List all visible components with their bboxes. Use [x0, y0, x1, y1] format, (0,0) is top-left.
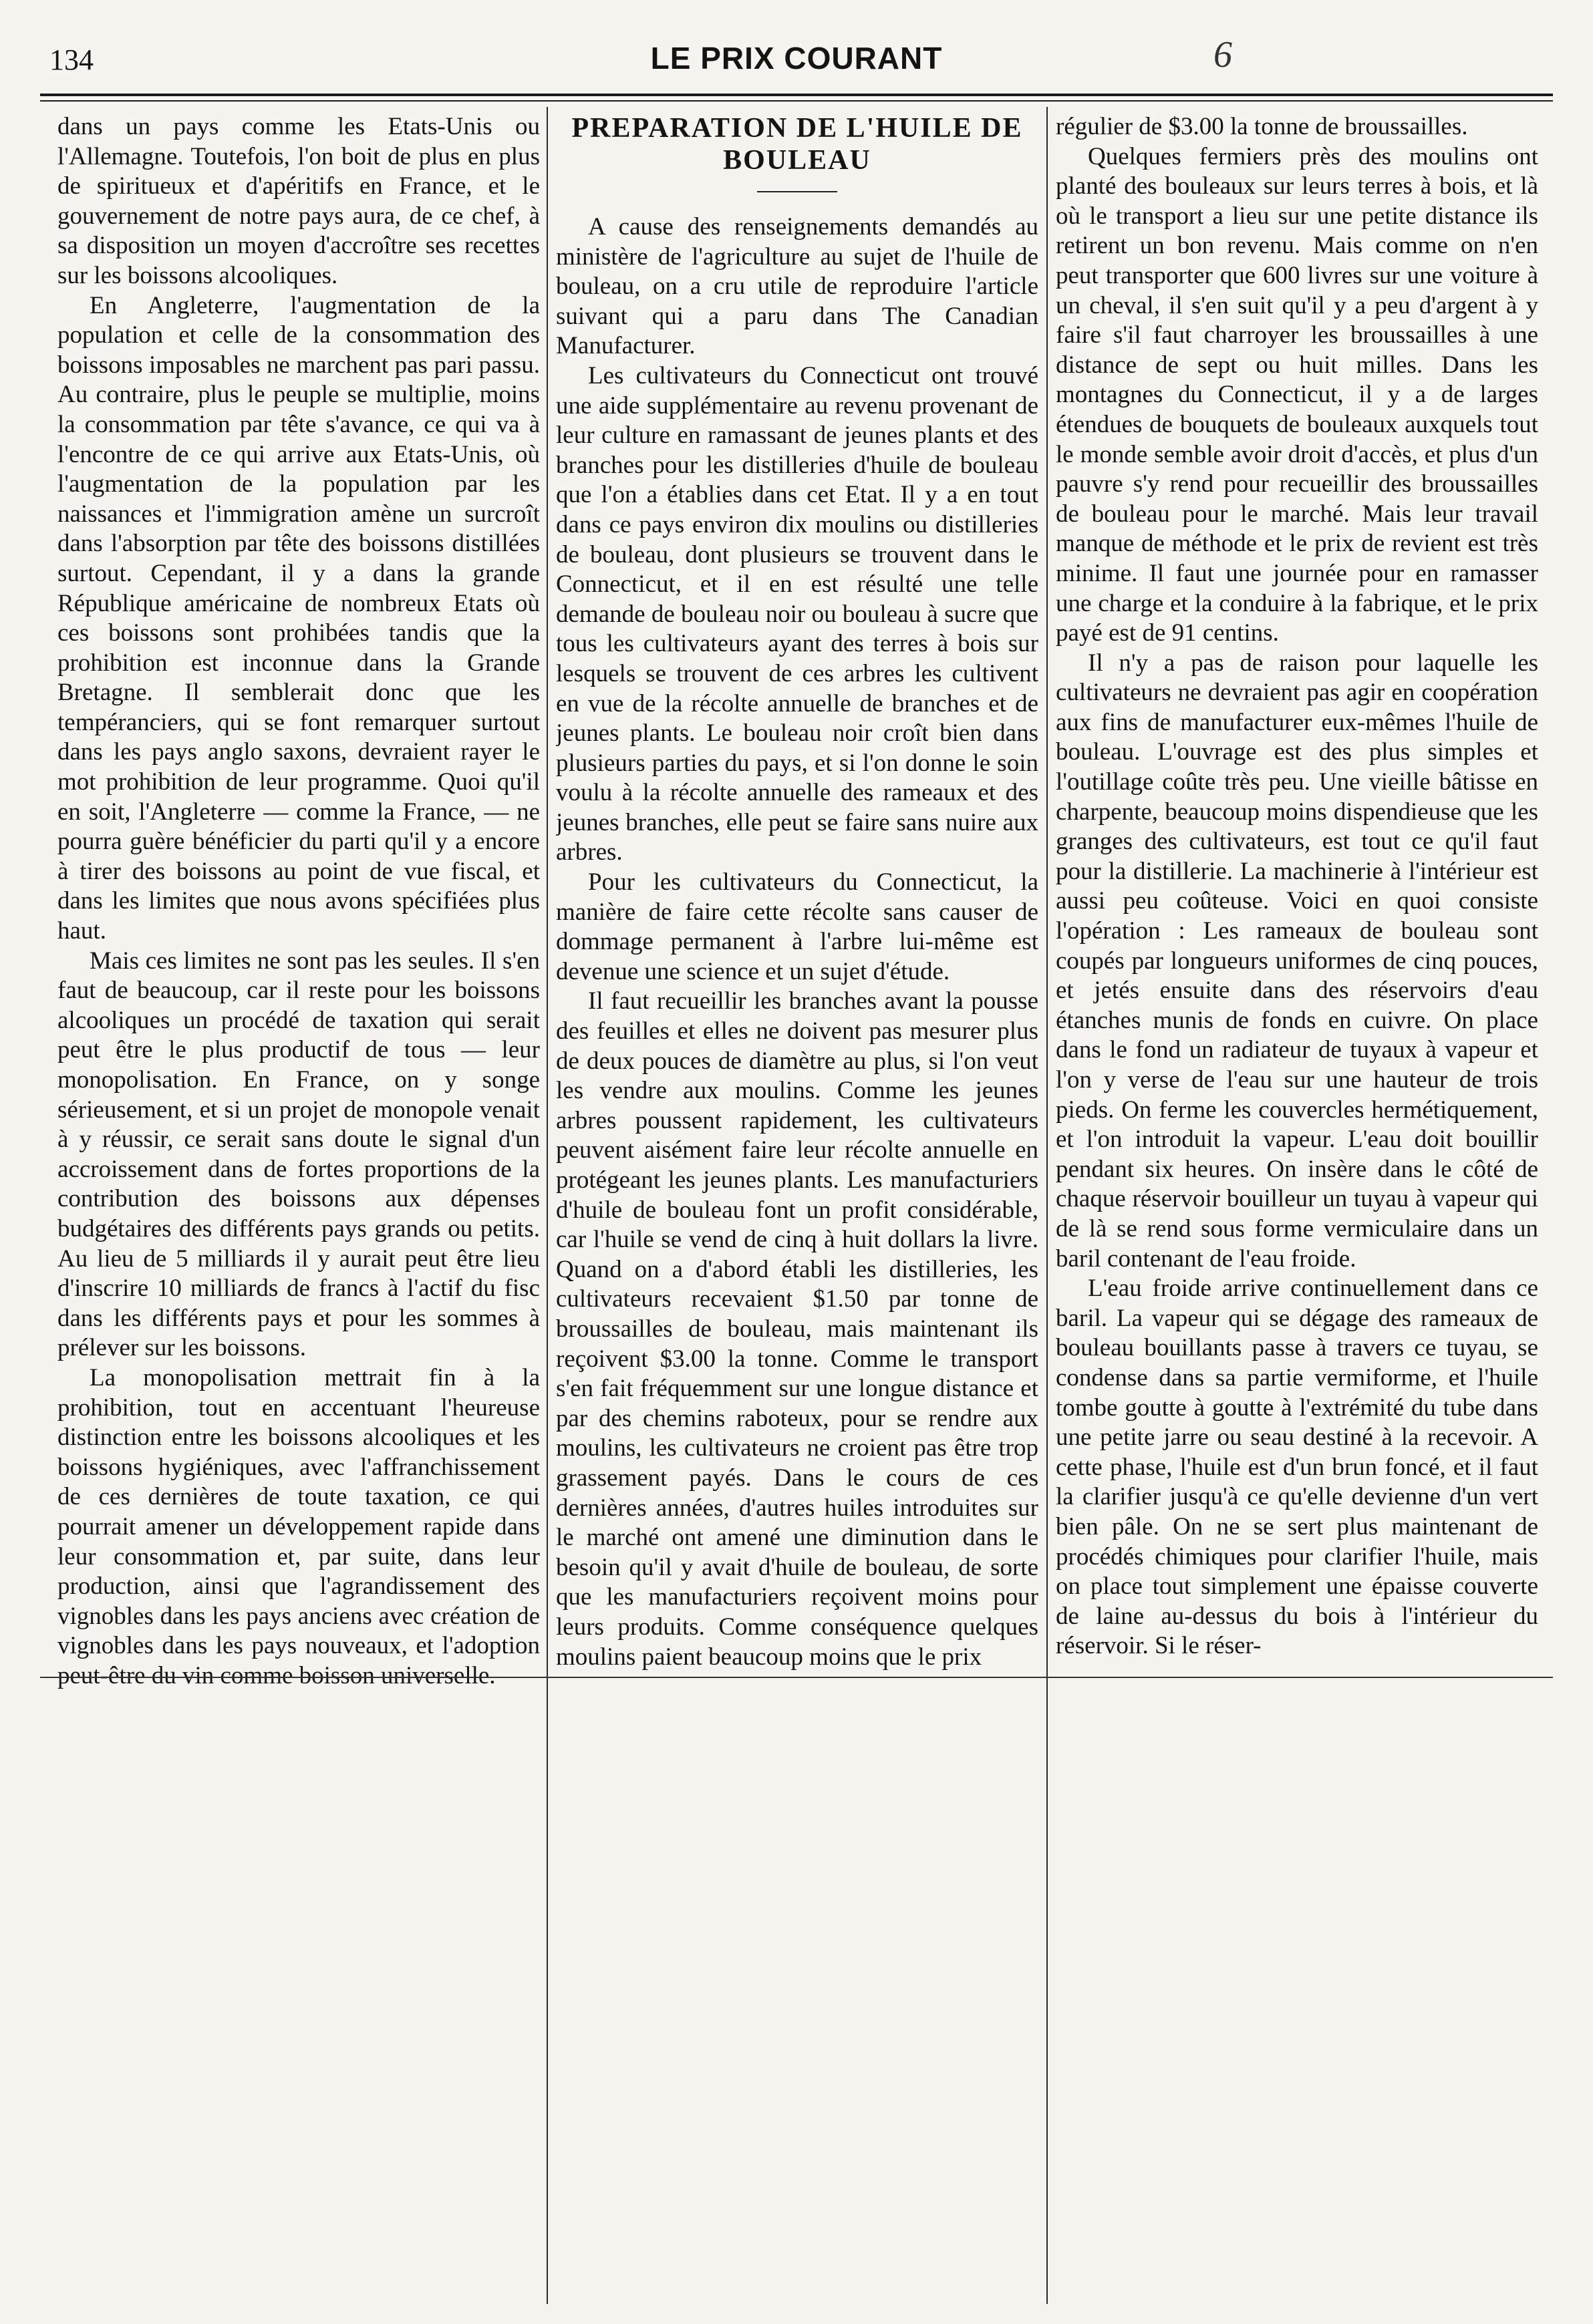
- journal-title: LE PRIX COURANT: [650, 41, 943, 75]
- paragraph: En Angleterre, l'augmentation de la population et celle de la consommation des boissons imposables ne marchent pas pari passu. Au contraire, plus le peuple se multiplie, moins la consommation par tête s'avance, ce qui va à l'encontre de ce qui arrive aux Etats-Unis, où l'augmentation de la population par les naissances et l'immigration amène un surcroît dans l'absorption par tête des boissons distillées surtout. Cependant, il y a dans la grande République américaine de nombreux Etats où ces boissons sont prohibées tandis que la prohibition est inconnue dans la Grande Bretagne. Il semblerait donc que les tempéranciers, qui se font remarquer surtout dans les pays anglo saxons, devraient rayer le mot prohibition de leur programme. Quoi qu'il en soit, l'Angleterre — comme la France, — ne pourra guère bénéficier du parti qu'il y a encore à tirer des boissons au point de vue fiscal, et dans les limites que nous avons spécifiées plus haut.: [57, 291, 540, 945]
- title-separator: [757, 191, 837, 192]
- column-divider: [1046, 107, 1048, 2304]
- column-2: [556, 112, 1038, 2297]
- column-divider: [547, 107, 548, 2304]
- paragraph: Les cultivateurs du Connecticut ont trouvé une aide supplémentaire au revenu provenant de leur culture en ramassant de jeunes plants et des branches pour les distilleries d'huile de bouleau que l'on a établies dans cet Etat. Il y a en tout dans ce pays environ dix moulins ou distilleries de bouleau, dont plusieurs se trouvent dans le Connecticut, et il en est résulté une telle demande de bouleau noir ou bouleau à sucre que tous les cultivateurs ayant des terres à bois sur lesquels se trouvent de ces arbres les cultivent en vue de la récolte annuelle de branches et de jeunes plants. Le bouleau noir croît bien dans plusieurs parties du pays, et si l'on donne le soin voulu à la récolte annuelle des rameaux et des jeunes branches, elle peut se faire sans nuire aux arbres.: [556, 361, 1038, 866]
- article-title: PREPARATION DE L'HUILE DE BOULEAU: [571, 113, 1023, 176]
- paragraph: régulier de $3.00 la tonne de broussailles.: [1056, 113, 1468, 140]
- handwritten-mark: 6: [1213, 34, 1232, 75]
- page-number: 134: [49, 43, 94, 76]
- column-1: [57, 112, 540, 2297]
- paragraph: Il faut recueillir les branches avant la pousse des feuilles et elles ne doivent pas mesurer plus de deux pouces de diamètre au plus, si l'on veut les vendre aux moulins. Comme les jeunes arbres poussent rapidement, les cultivateurs peuvent aisément faire leur récolte annuelle en protégeant les jeunes plants. Les manufacturiers d'huile de bouleau font un profit considérable, car l'huile se vend de cinq à huit dollars la livre. Quand on a d'abord établi les distilleries, les cultivateurs recevaient $1.50 par tonne de broussailles de bouleau, mais maintenant ils reçoivent $3.00 la tonne. Comme le transport s'en fait fréquemment sur une longue distance et par des chemins raboteux, pour se rendre aux moulins, les cultivateurs ne croient pas être trop grassement payés. Dans le cours de ces dernières années, d'autres huiles introduites sur le marché ont amené une diminution dans le besoin qu'il y avait d'huile de bouleau, de sorte que les manufacturiers reçoivent moins pour leurs produits. Comme conséquence quelques moulins paient beaucoup moins que le prix: [556, 987, 1038, 1671]
- paragraph: Mais ces limites ne sont pas les seules. Il s'en faut de beaucoup, car il reste pour les boissons alcooliques un procédé de taxation qui serait peut être le plus productif de tous — leur monopolisation. En France, on y songe sérieusement, et si un projet de monopole venait à y réussir, ce serait sans doute le signal d'un accroissement dans de fortes proportions de la contribution des boissons aux dépenses budgétaires des différents pays grands ou petits. Au lieu de 5 milliards il y aurait peut être lieu d'inscrire 10 milliards de francs à l'actif du fisc dans les différents pays et pour les sommes à prélever sur les boissons.: [57, 947, 540, 1362]
- column-3: [1056, 112, 1538, 2297]
- paragraph: A cause des renseignements demandés au ministère de l'agriculture au sujet de l'huile de bouleau, on a cru utile de reproduire l'article suivant qui a paru dans The Canadian Manufacturer.: [556, 213, 1038, 360]
- paragraph: Il n'y a pas de raison pour laquelle les cultivateurs ne devraient pas agir en coopération aux fins de manufacturer eux-mêmes l'huile de bouleau. L'ouvrage est des plus simples et l'outillage coûte très peu. Une vieille bâtisse en charpente, beaucoup moins dispendieuse que les granges des cultivateurs, est tout ce qu'il faut pour la distillerie. La machinerie à l'intérieur est aussi peu coûteuse. Voici en quoi consiste l'opération : Les rameaux de bouleau sont coupés par longueurs uniformes de cinq pouces, et jetés ensuite dans des réservoirs d'eau étanches munis de fonds en cuivre. On place dans le fond un radiateur de tuyaux à vapeur et l'on y verse de l'eau sur une hauteur de trois pieds. On ferme les couvercles hermétiquement, et l'on introduit la vapeur. L'eau doit bouillir pendant six heures. On insère dans le côté de chaque réservoir bouilleur un tuyau à vapeur qui de là se rend sous forme vermiculaire dans un baril contenant de l'eau froide.: [1056, 649, 1538, 1273]
- header-rule-secondary: [40, 100, 1553, 102]
- paragraph: La monopolisation mettrait fin à la prohibition, tout en accentuant l'heureuse distinction entre les boissons alcooliques et les boissons hygiéniques, avec l'affranchissement de ces dernières de toute taxation, ce qui pourrait amener un développement rapide dans leur consommation et, par suite, dans leur production, ainsi que l'agrandissement des vignobles dans les pays anciens avec création de vignobles dans les pays nouveaux, et l'adoption peut-être du vin comme boisson universelle.: [57, 1363, 540, 1689]
- paragraph: dans un pays comme les Etats-Unis ou l'Allemagne. Toutefois, l'on boit de plus en plus de spiritueux et d'apéritifs en France, et le gouvernement de notre pays aura, de ce chef, à sa disposition un moyen d'accroître ses recettes sur les boissons alcooliques.: [57, 113, 540, 289]
- paragraph: L'eau froide arrive continuellement dans ce baril. La vapeur qui se dégage des rameaux de bouleau bouillants passe à travers ce tuyau, se condense dans sa partie vermiforme, et l'huile tombe goutte à goutte à l'extrémité du tube dans une petite jarre ou seau destiné à la recevoir. A cette phase, l'huile est d'un brun foncé, et il faut la clarifier jusqu'à ce qu'elle devienne d'un vert bien pâle. On ne se sert plus maintenant de procédés chimiques pour clarifier l'huile, mais on place tout simplement une épaisse couverte de laine au-dessus du bois à l'intérieur du réservoir. Si le réser-: [1056, 1275, 1538, 1660]
- paragraph: Quelques fermiers près des moulins ont planté des bouleaux sur leurs terres à bois, et là où le transport a lieu sur une petite distance ils retirent un bon revenu. Mais comme on n'en peut transporter que 600 livres sur une voiture à un cheval, il s'en suit qu'il y a peu d'argent à y faire s'il faut charroyer les broussailles à une distance de sept ou huit milles. Dans les montagnes du Connecticut, il y a de larges étendues de bouquets de bouleaux auxquels tout le monde semble avoir droit d'accès, et plus d'un pauvre s'y rend pour recueillir des broussailles de bouleau pour le marché. Mais leur travail manque de méthode et le prix de revient est très minime. Il faut une journée pour en ramasser une charge et la conduire à la fabrique, et le prix payé est de 91 centins.: [1056, 142, 1538, 647]
- page-header: [40, 33, 1553, 100]
- paragraph: Pour les cultivateurs du Connecticut, la manière de faire cette récolte sans causer de dommage permanent à l'arbre lui-même est devenue une science et un sujet d'étude.: [556, 868, 1038, 985]
- scan-line-artifact: [40, 1677, 1553, 1678]
- header-rule: [40, 94, 1553, 96]
